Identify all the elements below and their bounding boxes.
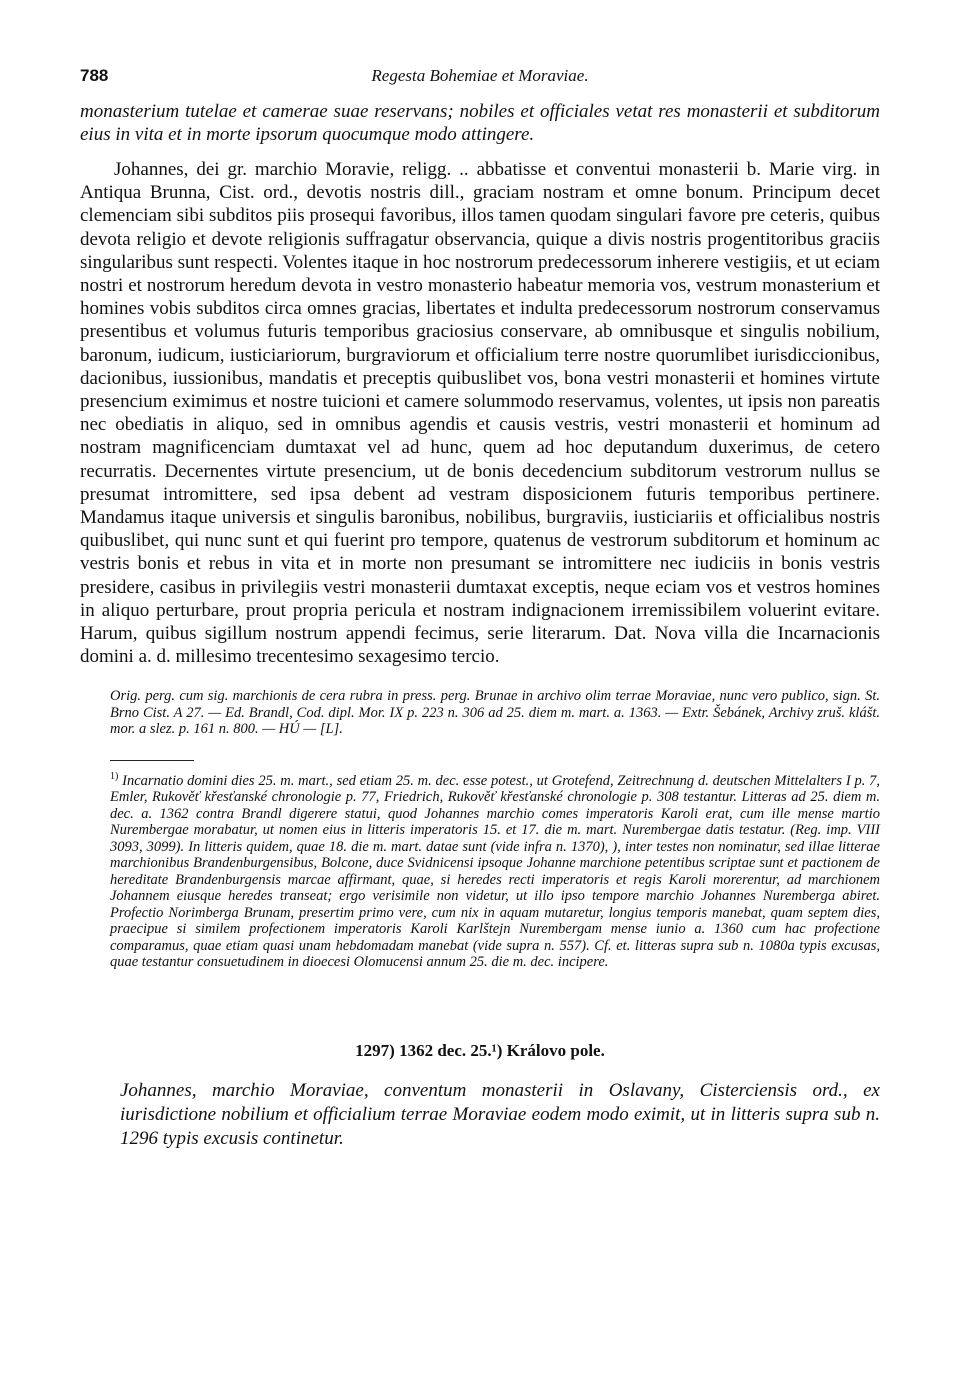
footnote-text: Incarnatio domini dies 25. m. mart., sed etiam 25. m. dec. esse potest., ut Grotefend, Zeitrechnung d. deutschen Mittelalters I p. 7, Emler, Rukověť křesťanské chronologie p. 77, Friedrich, Rukověť křesťanské chronologie p. 308 testantur. Litteras ad 25. diem m. dec. a. 1362 contra Brandl digerere statui, quod Johannes marchio comes imperatoris Karoli erat, cum ille mense martio Nurembergae morabatur, ut nomen eius in litteris imperatoris 15. et 17. die m. mart. Nurembergae datis testatur. (Reg. imp. VIII 3093, 3099). In litteris quidem, quae 18. die m. mart. datae sunt (vide infra n. 1370), ), inter testes non nominatur, sed illae litterae marchionibus Brandenburgensibus, Bolcone, duce Svidnicensi ipsoque Johanne marchione petentibus scriptae sunt et pactionem de hereditate Brandenburgensis marcae affirmant, quae, si heredes recti imperatoris et regis Karoli morerentur, ad marchionem Johannem eiusque heredes transeat; ergo verisimile non videtur, ut illo ipso tempore marchio Johannes Nuremberga abiret. Profectio Norimberga Brunam, presertim primo vere, cum nix in aquam mutaretur, longius temporis manebat, quam septem dies, praecipue si similem profectionem imperatoris Karoli Karlštejn Nurembergam mense iunio a. 1360 cum hac profectione comparamus, quae etiam quasi unam hebdomadam manebat (vide supra n. 557). Cf. et. litteras supra sub n. 1080a typis excusas, quae testantur consuetudinem in dioecesi Olomucensi annum 25. die m. dec. incipere. bbox=[110, 772, 880, 971]
page-header bbox=[80, 66, 880, 94]
footnote-marker: 1) bbox=[110, 770, 119, 782]
source-note: Orig. perg. cum sig. marchionis de cera rubra in press. perg. Brunae in archivo olim terrae Moraviae, nunc vero publico, sign. St. Brno Cist. A 27. — Ed. Brandl, Cod. dipl. Mor. IX p. 223 n. 306 ad 25. diem m. mart. a. 1363. — Extr. Šebánek, Archivy zruš. klášt. mor. a slez. p. 161 n. 800. — HÚ — [L]. bbox=[110, 688, 880, 738]
footnote bbox=[110, 769, 880, 971]
page-number: 788 bbox=[80, 66, 109, 85]
running-title: Regesta Bohemiae et Moraviae. bbox=[371, 66, 589, 85]
charter-text bbox=[80, 158, 880, 668]
entry-heading: 1297) 1362 dec. 25.¹) Královo pole. bbox=[355, 1040, 605, 1060]
entry-summary: Johannes, marchio Moraviae, conventum monasterii in Oslavany, Cisterciensis ord., ex iurisdictione nobilium et officialium terrae Moraviae eodem modo eximit, ut in litteris supra sub n. 1296 typis excusis continetur. bbox=[120, 1079, 880, 1149]
charter-dating: Dat. Nova villa die Incarnacionis domini a. d. millesimo trecentesimo sexagesimo tercio. bbox=[80, 623, 881, 668]
page bbox=[80, 66, 880, 1151]
regest-continuation: monasterium tutelae et camerae suae reservans; nobiles et officiales vetat res monasterii et subditorum eius in vita et in morte ipsorum quocumque modo attingere. bbox=[80, 101, 880, 145]
charter-body: Johannes, dei gr. marchio Moravie, religg. .. abbatisse et conventui monasterii b. Marie virg. in Antiqua Brunna, Cist. ord., devotis nostris dill., graciam nostram et omne bonum. Principum decet clemenciam sibi subditos piis prosequi favoribus, illos tamen quodam singulari favore pre ceteris, quibus devota religio et devote religionis suffragatur observancia, quique a divis nostris progentitoribus graciis singularibus sunt respecti. Volentes itaque in hoc nostrorum predecessorum inherere vestigiis, et ut eciam nostri et nostrorum heredum devota in vestro monasterio habeatur memoria vos, vestrum monasterium et homines vobis subditos circa omnes gracias, libertates et indulta predecessorum nostrorum conservamus presentibus et volumus futuris temporibus graciosius conservare, ab omnibusque et singulis nobilium, baronum, iudicum, iusticiariorum, burgraviorum et officialium terre nostre quorumlibet iurisdiccionibus, dacionibus, iussionibus, mandatis et preceptis quibuslibet vos, bona vestri monasterii et homines virtute presencium eximimus et nostre tuicioni et camere solummodo reservamus, volentes, ut ipsis non pareatis nec obediatis in aliquo, sed in omnibus agendis et causis vestris, vestri monasterii et hominum ad nostram magnificenciam dumtaxat vel ad hunc, quem ad hoc deputandum duxerimus, de cetero recurratis. Decernentes virtute presencium, ut de bonis decedencium subditorum vestrorum nullus se presumat intromittere, sed ipsa debent ad vestram disposicionem futuris temporibus pertinere. Mandamus itaque universis et singulis baronibus, nobilibus, burgraviis, iusticiariis et officialibus nostris quibuslibet, qui nunc sunt et qui fuerint pro tempore, quatenus de vestrorum subditorum et hominum ac vestris bonis et rebus in vita et in morte non presumant se intromittere nec iudiciis in bonis vestris presidere, casibus in privilegiis vestri monasterii dumtaxat exceptis, neque eciam vos et vestros homines in aliquo perturbare, prout propria pericula et nostram indignacionem irremissibilem voluerint evitare. Harum, quibus sigillum nostrum appendi fecimus, serie literarum. bbox=[80, 159, 880, 645]
footnote-divider bbox=[110, 760, 194, 761]
